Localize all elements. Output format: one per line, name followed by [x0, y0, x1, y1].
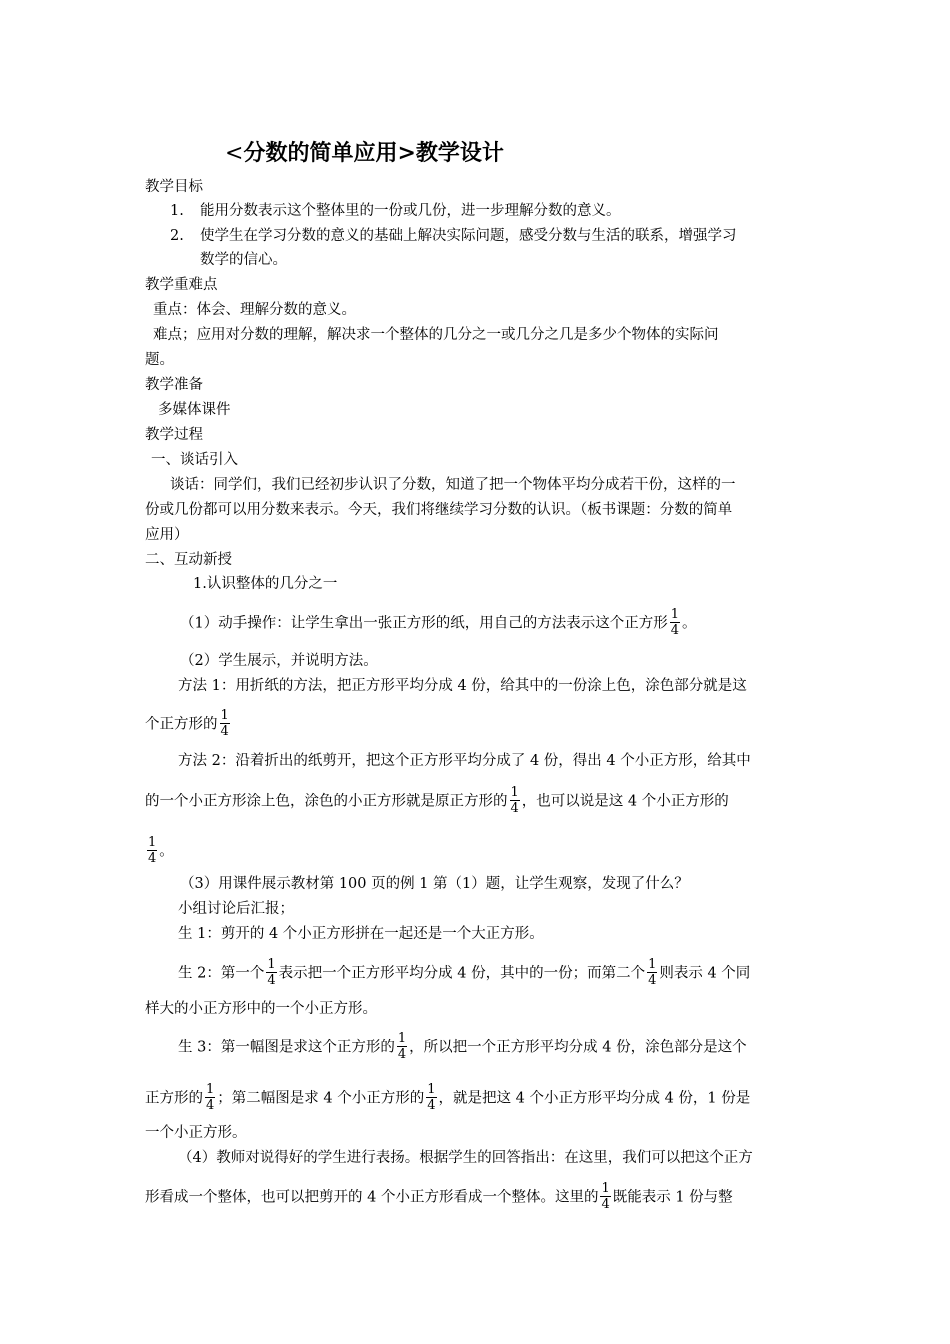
- fraction: $\frac{1}{4}$: [648, 957, 657, 988]
- paragraph: 正方形的 $\frac{1}{4}$ ；第二幅图是求 4 个小正方形的 $\frac{1}{4}$ ，就是把这 4 个小正方形平均分成 4 份，1 份是: [145, 1082, 751, 1113]
- paragraph: 份或几份都可以用分数来表示。今天，我们将继续学习分数的认识。（板书课题：分数的简单: [145, 502, 733, 518]
- paragraph: 生 2：第一个 $\frac{1}{4}$ 表示把一个正方形平均分成 4 份，其中的一份；而第二个 $\frac{1}{4}$ 则表示 4 个同: [178, 957, 751, 988]
- fraction: $\frac{1}{4}$: [267, 957, 276, 988]
- subheading: 二、互动新授: [145, 552, 232, 568]
- paragraph: （1）动手操作：让学生拿出一张正方形的纸，用自己的方法表示这个正方形 $\frac{1}{4}$ 。: [180, 607, 697, 638]
- paragraph: 的一个小正方形涂上色，涂色的小正方形就是原正方形的 $\frac{1}{4}$ ，也可以说是这 4 个小正方形的: [145, 785, 729, 816]
- paragraph: 重点：体会、理解分数的意义。: [153, 302, 356, 318]
- paragraph: 谈话：同学们，我们已经初步认识了分数，知道了把一个物体平均分成若干份，这样的一: [170, 477, 736, 493]
- fraction: $\frac{1}{4}$: [510, 785, 519, 816]
- list-item-continuation: 数学的信心。: [200, 252, 287, 268]
- document-title: <分数的简单应用>教学设计: [225, 140, 504, 166]
- paragraph: 方法 2：沿着折出的纸剪开，把这个正方形平均分成了 4 份，得出 4 个小正方形，给其中: [178, 753, 751, 769]
- section-heading-objectives: 教学目标: [145, 179, 203, 195]
- paragraph: 多媒体课件: [158, 402, 231, 418]
- section-heading-process: 教学过程: [145, 427, 203, 443]
- paragraph: 应用）: [145, 527, 189, 543]
- list-item: 2. 使学生在学习分数的意义的基础上解决实际问题，感受分数与生活的联系，增强学习: [170, 228, 737, 244]
- subheading: 一、谈话引入: [151, 452, 238, 468]
- paragraph: （2）学生展示，并说明方法。: [180, 653, 378, 669]
- fraction: $\frac{1}{4}$: [670, 607, 680, 638]
- paragraph: 题。: [145, 352, 174, 368]
- paragraph: 生 1：剪开的 4 个小正方形拼在一起还是一个大正方形。: [178, 926, 544, 942]
- fraction: $\frac{1}{4}$: [220, 708, 229, 739]
- paragraph: （3）用课件展示教材第 100 页的例 1 第（1）题，让学生观察，发现了什么？: [180, 876, 689, 892]
- paragraph: （4）教师对说得好的学生进行表扬。根据学生的回答指出：在这里，我们可以把这个正方: [178, 1150, 753, 1166]
- fraction: $\frac{1}{4}$: [601, 1181, 610, 1212]
- fraction: $\frac{1}{4}$: [397, 1031, 407, 1062]
- fraction: $\frac{1}{4}$: [148, 835, 157, 866]
- fraction: $\frac{1}{4}$: [427, 1082, 436, 1113]
- paragraph: $\frac{1}{4}$ 。: [148, 835, 174, 866]
- section-heading-preparation: 教学准备: [145, 377, 203, 393]
- paragraph: 方法 1：用折纸的方法，把正方形平均分成 4 份，给其中的一份涂上色，涂色部分就是这: [178, 678, 747, 694]
- paragraph: 小组讨论后汇报；: [178, 901, 294, 917]
- paragraph: 形看成一个整体，也可以把剪开的 4 个小正方形看成一个整体。这里的 $\frac{1}{4}$ 既能表示 1 份与整: [145, 1181, 733, 1212]
- fraction: $\frac{1}{4}$: [206, 1082, 215, 1113]
- paragraph: 样大的小正方形中的一个小正方形。: [145, 1001, 377, 1017]
- paragraph: 难点；应用对分数的理解，解决求一个整体的几分之一或几分之几是多少个物体的实际问: [153, 327, 719, 343]
- list-item: 1. 能用分数表示这个整体里的一份或几份，进一步理解分数的意义。: [170, 203, 621, 219]
- section-heading-difficulties: 教学重难点: [145, 277, 218, 293]
- paragraph: 一个小正方形。: [145, 1125, 247, 1141]
- paragraph: 生 3：第一幅图是求这个正方形的 $\frac{1}{4}$ ，所以把一个正方形平均分成 4 份，涂色部分是这个: [178, 1031, 747, 1062]
- subheading: 1.认识整体的几分之一: [193, 576, 338, 592]
- paragraph: 个正方形的 $\frac{1}{4}$: [145, 708, 229, 739]
